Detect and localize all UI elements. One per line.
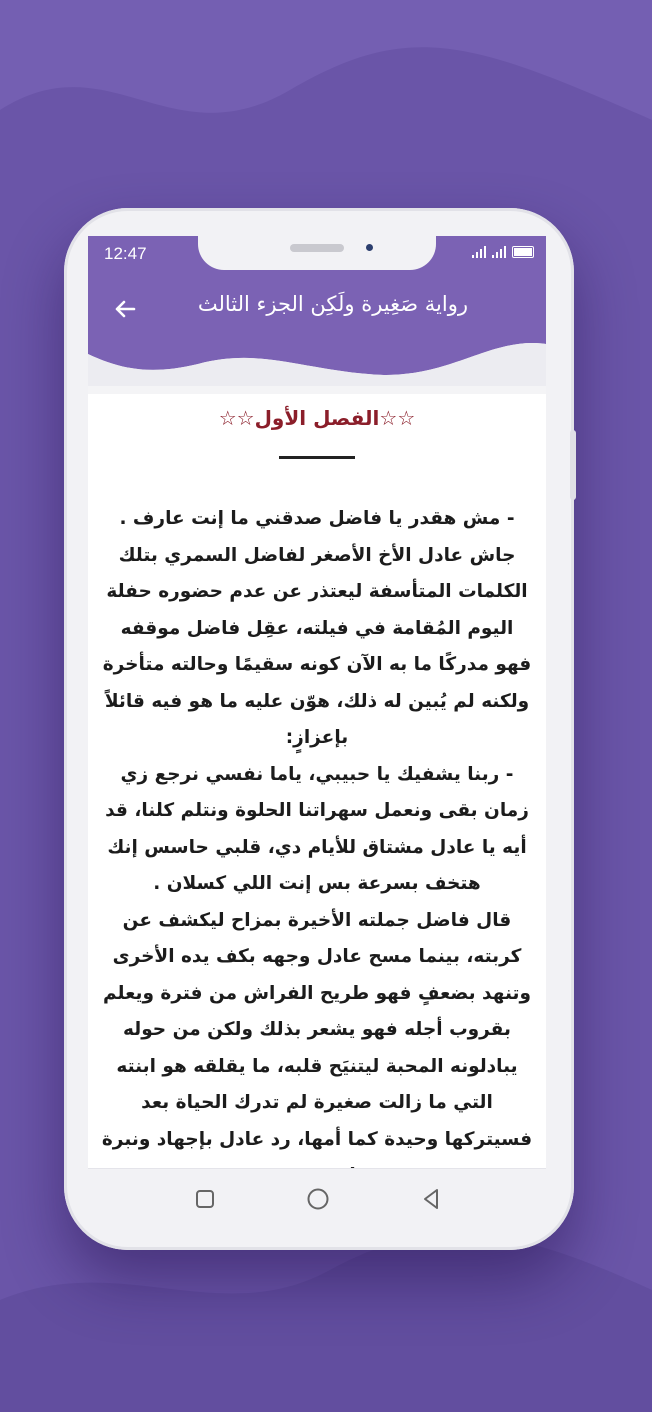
status-icons (472, 246, 534, 258)
back-triangle-icon[interactable] (417, 1185, 445, 1213)
system-nav-bar (88, 1168, 546, 1229)
back-button[interactable] (110, 294, 140, 324)
chapter-heading: ☆☆الفصل الأول☆☆ (218, 406, 416, 430)
arrow-left-icon (110, 294, 140, 324)
status-time: 12:47 (104, 244, 147, 263)
chapter-body (88, 501, 546, 1195)
app-screen (88, 236, 546, 1168)
reader-content[interactable] (88, 394, 546, 1168)
page-title: رواية صَغِيرة ولَكِن الجزء الثالث (197, 292, 468, 316)
front-camera (366, 244, 373, 251)
home-icon[interactable] (304, 1185, 332, 1213)
recent-apps-icon[interactable] (191, 1185, 219, 1213)
battery-icon (512, 246, 534, 258)
paragraph: قال فاضل جملته الأخيرة بمزاح ليكشف عن كربته، بينما مسح عادل وجهه بكف يده الأخرى وتنهد بضعفٍ فهو طريح الفراش من فترة ويعلم بقروب أجله فهو يشعر بذلك ولكن من حوله يبادلونه المحبة ليتنيَح قلبه، ما يقلقه هو ابنته التي ما زالت صغيرة لم تدرك الحياة بعد فسيتركها وحيدة كما أمها، رد عادل بإجهاد ونبرة (101, 909, 533, 1150)
speaker-grille (290, 244, 344, 252)
divider (279, 456, 355, 459)
phone-notch (198, 236, 436, 270)
app-bar (88, 236, 546, 386)
signal-icon (492, 246, 506, 258)
paragraph: - مش هقدر يا فاضل صدقني ما إنت عارف . جاش عادل الأخ الأصغر لفاضل السمري بتلك الكلمات المتأسفة ليعتذر عن عدم حضوره حفلة اليوم المُقامة في فيلته، عقِل فاضل موقفه فهو مدركًا ما به الآن كونه سقيمًا وحالته متأخرة ولكنه لم يُبين له ذلك، هوّن عليه ما هو فيه قائلاً بإعزازٍ: - ربنا يشفيك يا حبيبي، ياما نفسي نرجع زي زمان بقى ونعمل سهراتنا الحلوة ونتلم كلنا، قد أيه يا عادل مشتاق للأيام دي، قلبي حاسس إنك هتخف بسرعة بس إنت اللي كسلان . (102, 508, 532, 894)
phone-side-button (570, 430, 576, 500)
signal-icon (472, 246, 486, 258)
